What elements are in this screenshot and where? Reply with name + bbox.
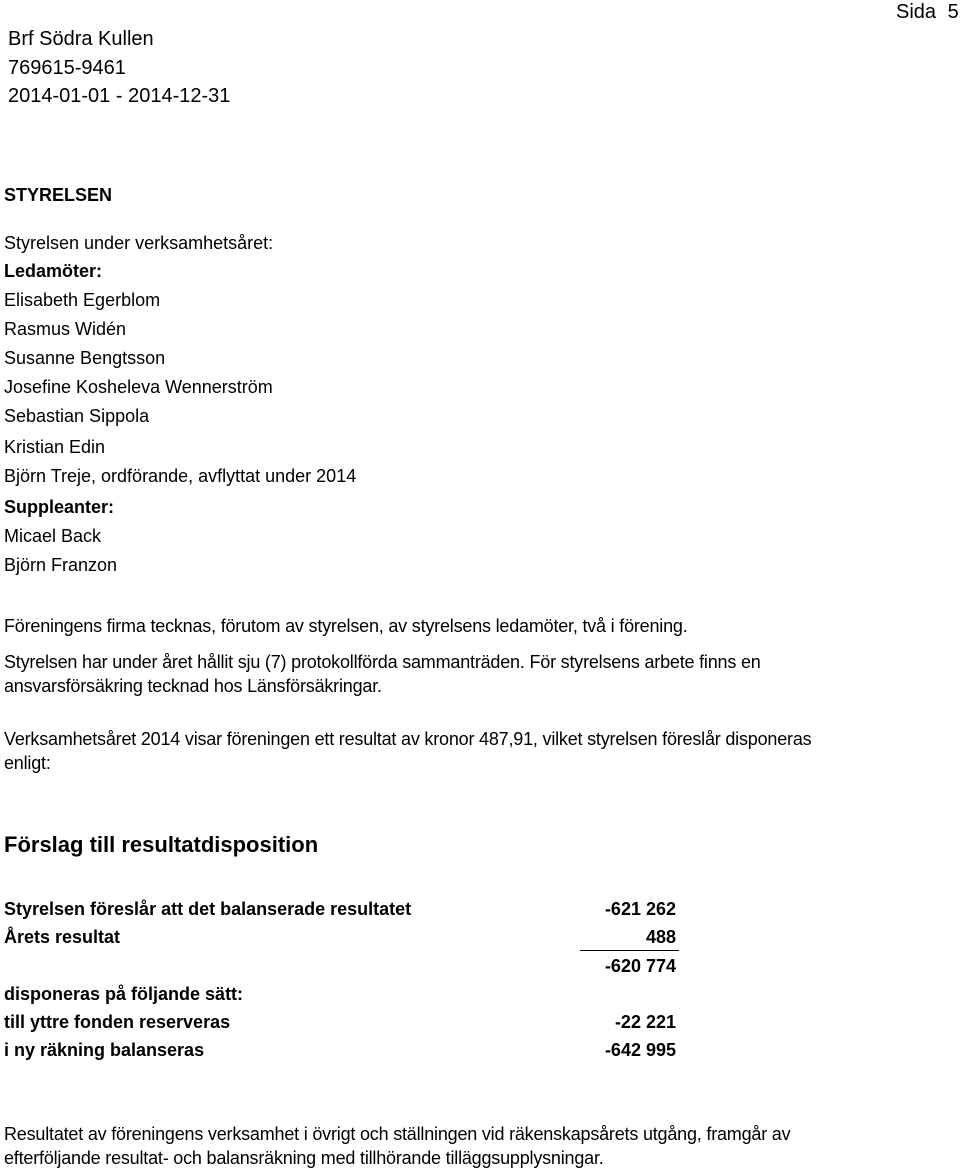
proposal-row-label: till yttre fonden reserveras (4, 1012, 231, 1032)
members-label: Ledamöter: (4, 261, 103, 281)
org-name: Brf Södra Kullen (8, 28, 154, 50)
proposal-row-value: -642 995 (604, 1040, 676, 1060)
board-member: Josefine Kosheleva Wennerström (4, 377, 273, 397)
meetings-text-line2: ansvarsförsäkring tecknad hos Länsförsäkringar. (4, 676, 382, 696)
proposal-row-value: -22 221 (614, 1012, 676, 1032)
meetings-text-line1: Styrelsen har under året hållit sju (7) protokollförda sammanträden. För styrelsens arbete finns en (4, 652, 761, 672)
board-member: Sebastian Sippola (4, 406, 150, 426)
page-number: 5 (947, 1, 959, 23)
proposal-row-value: -620 774 (604, 956, 676, 976)
board-member: Kristian Edin (4, 437, 106, 457)
proposal-row-label: Årets resultat (4, 927, 121, 947)
board-deputy: Björn Franzon (4, 555, 118, 575)
proposal-title: Förslag till resultatdisposition (4, 832, 319, 857)
footer-text-line1: Resultatet av föreningens verksamhet i övrigt och ställningen vid räkenskapsårets utgång, framgår av (4, 1124, 791, 1144)
board-member: Björn Treje, ordförande, avflyttat under 2014 (4, 466, 357, 486)
proposal-row-value: 488 (645, 927, 676, 947)
proposal-row-label: disponeras på följande sätt: (4, 984, 244, 1004)
board-deputy: Micael Back (4, 526, 102, 546)
result-text-line2: enligt: (4, 753, 51, 773)
page-number-label (896, 0, 959, 24)
board-member: Elisabeth Egerblom (4, 290, 161, 310)
proposal-row-label: i ny räkning balanseras (4, 1040, 205, 1060)
board-intro: Styrelsen under verksamhetsåret: (4, 233, 274, 253)
proposal-row-value: -621 262 (604, 899, 676, 919)
section-heading: STYRELSEN (4, 185, 113, 205)
fiscal-period: 2014-01-01 - 2014-12-31 (8, 85, 231, 107)
sum-rule (580, 950, 679, 951)
page-label: Sida (896, 1, 937, 23)
signing-text: Föreningens firma tecknas, förutom av styrelsen, av styrelsens ledamöter, två i förening. (4, 616, 688, 636)
result-text-line1: Verksamhetsåret 2014 visar föreningen ett resultat av kronor 487,91, vilket styrelsen föreslår disponeras (4, 729, 812, 749)
proposal-row-label: Styrelsen föreslår att det balanserade resultatet (4, 899, 412, 919)
org-number: 769615-9461 (8, 57, 126, 79)
board-member: Rasmus Widén (4, 319, 127, 339)
footer-text-line2: efterföljande resultat- och balansräkning med tillhörande tilläggsupplysningar. (4, 1148, 604, 1168)
deputies-label: Suppleanter: (4, 497, 115, 517)
board-member: Susanne Bengtsson (4, 348, 166, 368)
